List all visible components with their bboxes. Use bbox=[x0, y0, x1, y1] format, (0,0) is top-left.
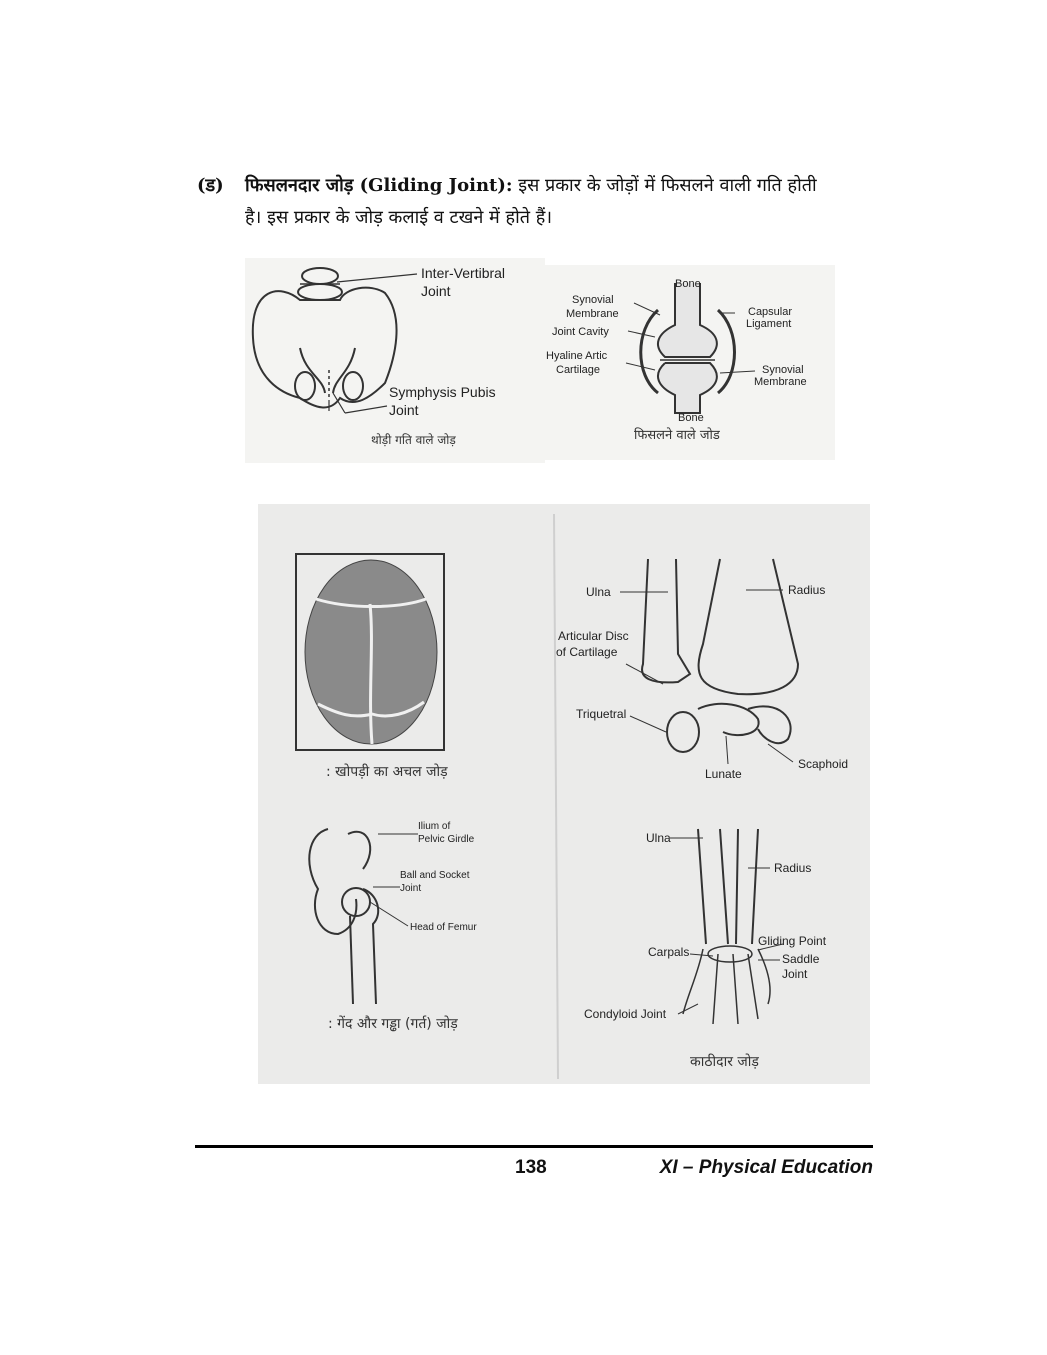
label-synovial-right: Synovial bbox=[762, 364, 804, 376]
label-hand-radius: Radius bbox=[774, 861, 812, 875]
label-capsular-2: Ligament bbox=[746, 318, 792, 330]
label-wrist-scaphoid: Scaphoid bbox=[798, 757, 849, 771]
label-wrist-lunate: Lunate bbox=[705, 767, 742, 781]
label-joint-cavity: Joint Cavity bbox=[552, 326, 609, 338]
label-bone-bottom: Bone bbox=[678, 412, 704, 424]
label-symphysis: Symphysis Pubis bbox=[389, 384, 496, 400]
label-hand-saddle-2: Joint bbox=[782, 967, 808, 981]
label-wrist-triquetral: Triquetral bbox=[576, 707, 627, 721]
label-hip-ilium-2: Pelvic Girdle bbox=[418, 834, 475, 845]
page-number: 138 bbox=[515, 1157, 547, 1178]
label-hand-saddle: Saddle bbox=[782, 952, 820, 966]
section-marker: (ड) bbox=[197, 175, 224, 196]
label-hand-carpals: Carpals bbox=[648, 945, 690, 959]
label-hand-condyloid: Condyloid Joint bbox=[584, 1007, 667, 1021]
label-synovial-right-2: Membrane bbox=[754, 376, 807, 388]
label-hyaline: Hyaline Artic bbox=[546, 350, 608, 362]
label-capsular: Capsular bbox=[748, 306, 793, 318]
label-inter-vertibral: Inter-Vertibral bbox=[421, 265, 506, 281]
label-hip-ball-2: Joint bbox=[400, 883, 422, 894]
label-wrist-disc: Articular Disc bbox=[558, 629, 629, 643]
label-hip-femur: Head of Femur bbox=[410, 922, 477, 933]
label-bone-top: Bone bbox=[675, 278, 701, 290]
section-text-line1: इस प्रकार के जोड़ों में फिसलने वाली गति होती bbox=[518, 175, 817, 196]
caption-pelvis: थोड़ी गति वाले जोड़ bbox=[371, 433, 456, 447]
caption-synovial: फिसलने वाले जोड bbox=[634, 428, 720, 443]
joints-plate-figure bbox=[258, 504, 870, 1084]
label-hand-ulna: Ulna bbox=[646, 831, 671, 845]
label-wrist-ulna: Ulna bbox=[586, 585, 611, 599]
label-symphysis-2: Joint bbox=[389, 402, 419, 418]
label-wrist-disc-2: of Cartilage bbox=[556, 645, 618, 659]
section-text-line2: है। इस प्रकार के जोड़ कलाई व टखने में होते हैं। bbox=[245, 207, 553, 228]
caption-hand: काठीदार जोड़ bbox=[690, 1054, 759, 1070]
label-hyaline-2: Cartilage bbox=[556, 364, 601, 376]
label-hip-ilium: Ilium of bbox=[418, 821, 451, 832]
section-paragraph bbox=[197, 170, 877, 234]
section-term: फिसलनदार जोड़ (Gliding Joint): bbox=[245, 175, 513, 196]
label-inter-vertibral-2: Joint bbox=[421, 283, 451, 299]
label-synovial-membrane-2: Membrane bbox=[566, 308, 619, 320]
label-hip-ball: Ball and Socket bbox=[400, 870, 470, 881]
synovial-joint-figure bbox=[540, 265, 835, 460]
label-hand-gliding: Gliding Point bbox=[758, 934, 827, 948]
book-title: XI – Physical Education bbox=[659, 1157, 873, 1178]
footer-divider bbox=[195, 1145, 873, 1148]
pelvis-figure bbox=[245, 258, 545, 463]
label-synovial-membrane: Synovial bbox=[572, 294, 614, 306]
caption-skull: : खोपड़ी का अचल जोड़ bbox=[326, 764, 448, 780]
caption-hip: : गेंद और गड्ढा (गर्त) जोड़ bbox=[328, 1016, 458, 1032]
label-wrist-radius: Radius bbox=[788, 583, 826, 597]
